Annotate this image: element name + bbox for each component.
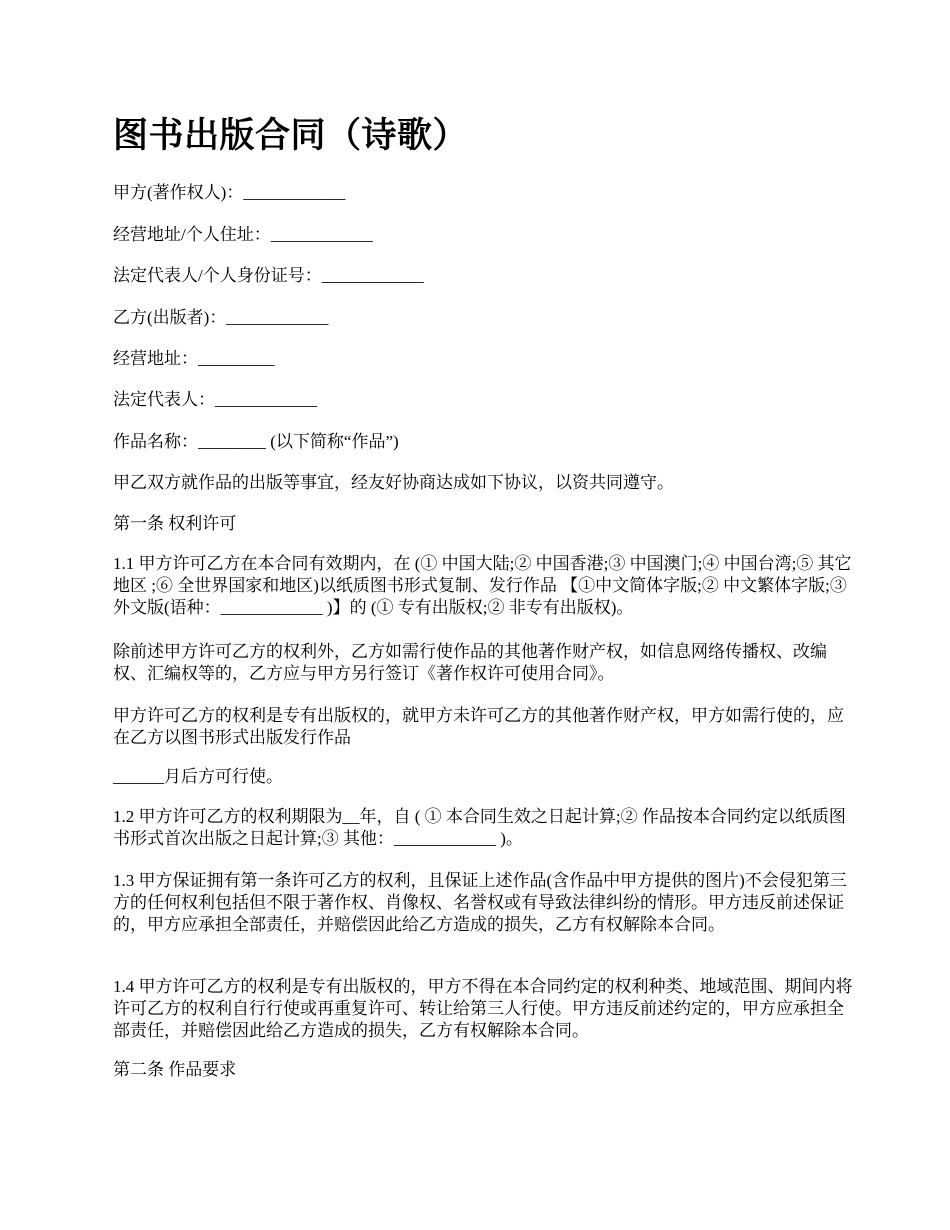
clause-1-1-paragraph: 1.1 甲方许可乙方在本合同有效期内，在 (① 中国大陆;② 中国香港;③ 中国澳门;④ 中国台湾;⑤ 其它地区 ;⑥ 全世界国家和地区)以纸质图书形式复制、发行作品 【①中文简体字版;② 中文繁体字版;③ 外文版(语种：____________ )】的 (① 专有出版权;② 非专有出版权)。 <box>113 554 852 617</box>
party-b-address-line: 经营地址：_________ <box>113 349 275 368</box>
party-b-line: 乙方(出版者)：____________ <box>113 308 329 327</box>
exclusive-rights-paragraph: 甲方许可乙方的权利是专有出版权的，就甲方未许可乙方的其他著作财产权，甲方如需行使的，应在乙方以图书形式出版发行作品 <box>113 706 844 747</box>
preamble-paragraph: 甲乙双方就作品的出版等事宜，经友好协商达成如下协议，以资共同遵守。 <box>113 473 674 492</box>
months-line: ______月后方可行使。 <box>113 767 283 786</box>
clause-1-4-paragraph: 1.4 甲方许可乙方的权利是专有出版权的，甲方不得在本合同约定的权利种类、地域范围、期间内将许可乙方的权利自行行使或再重复许可、转让给第三人行使。甲方违反前述约定的，甲方应承担全部责任，并赔偿因此给乙方造成的损失，乙方有权解除本合同。 <box>113 977 853 1040</box>
party-b-representative-line: 法定代表人：____________ <box>113 390 317 409</box>
article-2-heading: 第二条 作品要求 <box>113 1060 237 1079</box>
document-title: 图书出版合同（诗歌） <box>113 116 469 155</box>
party-a-address-line: 经营地址/个人住址：____________ <box>113 225 373 244</box>
work-name-line: 作品名称：________ (以下简称“作品”) <box>113 432 399 451</box>
party-a-line: 甲方(著作权人)：____________ <box>113 183 346 202</box>
other-rights-paragraph: 除前述甲方许可乙方的权利外，乙方如需行使作品的其他著作财产权，如信息网络传播权、改编权、汇编权等的，乙方应与甲方另行签订《著作权许可使用合同》。 <box>113 642 827 683</box>
article-1-heading: 第一条 权利许可 <box>113 514 237 533</box>
clause-1-2-paragraph: 1.2 甲方许可乙方的权利期限为__年，自 ( ① 本合同生效之日起计算;② 作品按本合同约定以纸质图书形式首次出版之日起计算;③ 其他：____________ )。 <box>113 807 846 848</box>
clause-1-3-paragraph: 1.3 甲方保证拥有第一条许可乙方的权利，且保证上述作品(含作品中甲方提供的图片)不会侵犯第三方的任何权利包括但不限于著作权、肖像权、名誉权或有导致法律纠纷的情形。甲方违反前述保证的，甲方应承担全部责任，并赔偿因此给乙方造成的损失，乙方有权解除本合同。 <box>113 871 847 934</box>
party-a-representative-line: 法定代表人/个人身份证号：____________ <box>113 266 424 285</box>
